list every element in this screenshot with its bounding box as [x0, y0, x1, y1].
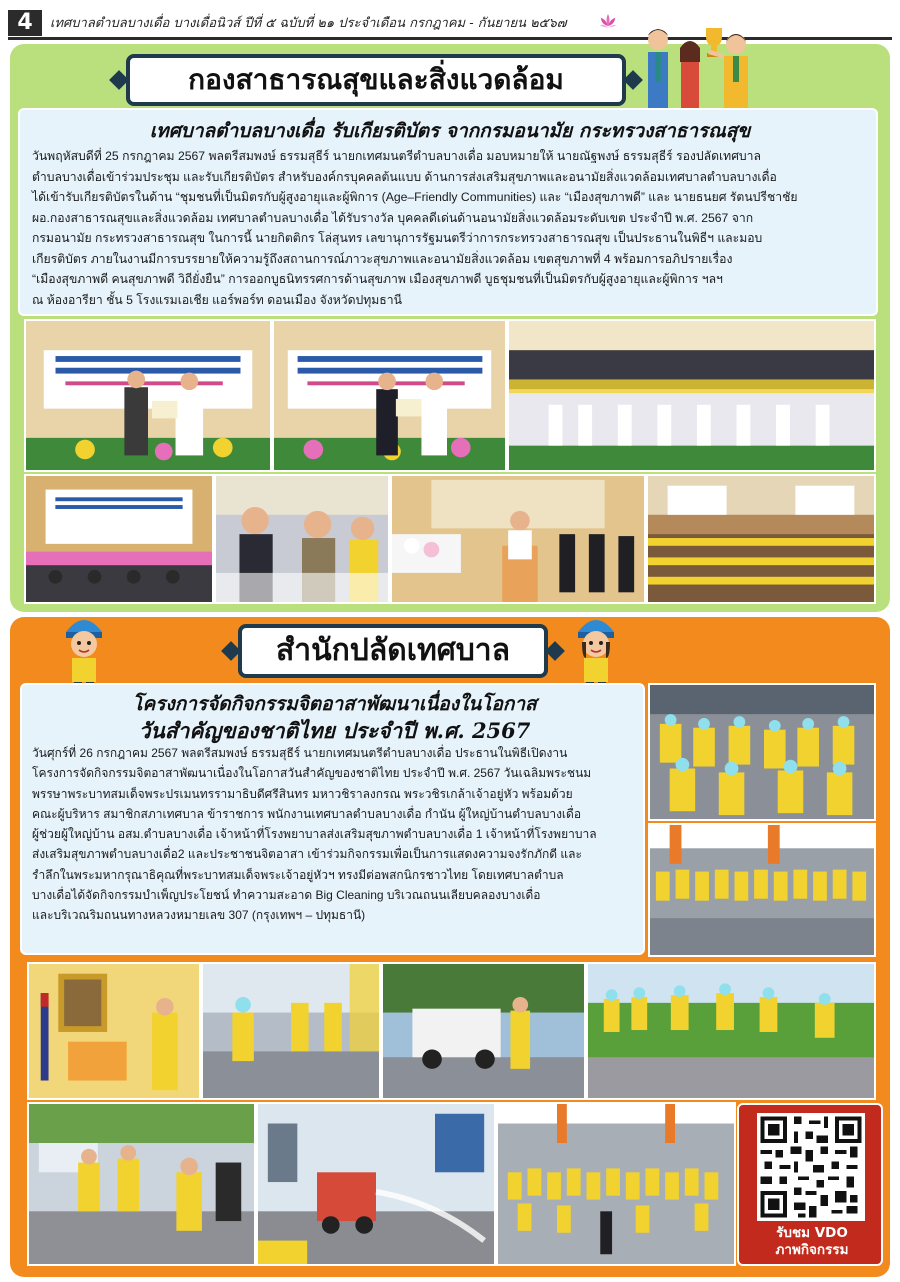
body-line: รำลึกในพระมหากรุณาธิคุณที่พระบาทสมเด็จพระเจ้าอยู่หัวฯ ทรงมีต่อพสกนิกรชาวไทย โดยเทศบาลตำบล — [32, 867, 564, 882]
health-article-body — [32, 146, 872, 310]
body-line: ณ ห้องอารียา ชั้น 5 โรงแรมเอเชีย แอร์พอร์ท ดอนเมือง จังหวัดปทุมธานี — [32, 292, 402, 307]
street-sweeping-photo — [27, 1102, 256, 1266]
volunteer-article-panel — [20, 683, 645, 955]
mascot-boy-icon — [60, 612, 108, 692]
volunteer-article-body — [32, 743, 638, 926]
speaker-photo — [390, 474, 646, 604]
publication-line: เทศบาลตำบลบางเดื่อ บางเดื่อนิวส์ ปีที่ ๕ ฉบับที่ ๒๑ ประจำเดือน กรกฎาคม - กันยายน ๒๕๖๗ — [50, 16, 567, 31]
roadside-cleanup-photo — [586, 962, 876, 1100]
health-article-headline: เทศบาลตำบลบางเดื่อ รับเกียรติบัตร จากกรมอนามัย กระทรวงสาธารณสุข — [149, 120, 751, 142]
hall-photo — [646, 474, 876, 604]
body-line: และบริเวณริมถนนทางหลวงหมายเลข 307 (กรุงเทพฯ – ปทุมธานี) — [32, 908, 366, 923]
qr-label — [739, 1225, 885, 1259]
health-article-panel — [18, 108, 878, 316]
mascot-girl-icon — [572, 612, 620, 692]
body-line: ผอ.กองสาธารณสุขและสิ่งแวดล้อม เทศบาลตำบลบางเดื่อ ได้รับรางวัล บุคคลดีเด่นด้านอนามัยสิ่งแวดล้อมระดับเขต ประจำปี พ.ศ. 2567 จาก — [32, 210, 754, 225]
section-title: กองสาธารณสุขและสิ่งแวดล้อม — [126, 54, 626, 106]
royal-portrait-photo — [27, 962, 201, 1100]
body-line: ส่งเสริมสุขภาพตำบลบางเดื่อ2 และประชาชนจิตอาสา เข้าร่วมกิจกรรมเพื่อเป็นการแสดงความจงรักภักดี และ — [32, 847, 582, 862]
qr-label-line2: ภาพกิจกรรม — [775, 1242, 849, 1258]
body-line: บางเดื่อได้จัดกิจกรรมบำเพ็ญประโยชน์ ทำความสะอาด Big Cleaning บริเวณถนนเลียบคลองบางเดื่อ — [32, 888, 541, 903]
qr-label-line1: รับชม VDO — [776, 1225, 848, 1241]
body-line: โครงการจัดกิจกรรมจิตอาสาพัฒนาเนื่องในโอกาสวันสำคัญของชาติไทย ประจำปี พ.ศ. 2567 วันเฉลิมพระชนม — [32, 766, 592, 781]
body-line: “เมืองสุขภาพดี คนสุขภาพดี วิถียั่งยืน” การออกบูธนิทรรศการด้านสุขภาพ เมืองสุขภาพดี บูธชุมชนที่เป็นมิตรกับผู้สูงอายุและผู้พิการ ฯลฯ — [32, 272, 723, 286]
assembly-photo — [496, 1102, 736, 1266]
certificate-photo — [272, 319, 507, 472]
body-line: ตำบลบางเดื่อเข้าร่วมประชุม และรับเกียรติบัตร สำหรับองค์กรบุคคลต้นแบบ ด้านการส่งเสริมสุขภาพและอนามัยสิ่งแวดล้อมเทศบาลตำบลบางเดื่อ — [32, 169, 777, 184]
body-line: ได้เข้ารับเกียรติบัตรในด้าน “ชุมชนที่เป็นมิตรกับผู้สูงอายุและผู้พิการ (Age–Friendly Communities) และ “เมืองสุขภาพดี” และ นายธนยศ รัตนปรีชาชัย — [32, 190, 798, 204]
qr-code-icon[interactable] — [757, 1113, 865, 1221]
sweeping-photo — [201, 962, 381, 1100]
volunteer-headline-line2: วันสำคัญของชาติไทย ประจำปี พ.ศ. 2567 — [138, 718, 531, 743]
page-number: 4 — [8, 10, 42, 36]
body-line: วันศุกร์ที่ 26 กรกฎาคม 2567 พลตรีสมพงษ์ ธรรมสุธีร์ นายกเทศมนตรีตำบลบางเดื่อ ประธานในพิธีเปิดงาน — [32, 746, 568, 760]
body-line: ผู้ช่วยผู้ใหญ่บ้าน อสม.ตำบลบางเดื่อ เจ้าหน้าที่โรงพยาบาลส่งเสริมสุขภาพตำบลบางเดื่อ 1 เจ้าหน้าที่โรงพยาบาล — [32, 827, 597, 842]
volunteers-photo — [648, 683, 876, 821]
section-title: สำนักปลัดเทศบาล — [238, 624, 548, 678]
volunteers-photo — [648, 823, 876, 957]
body-line: กรมอนามัย กระทรวงสาธารณสุข ในการนี้ นายกิตติกร โล่สุนทร เลขานุการรัฐมนตรีว่าการกระทรวงสาธารณสุข เป็นประธานในพิธีฯ และมอบ — [32, 231, 763, 245]
volunteer-headline-line1: โครงการจัดกิจกรรมจิตอาสาพัฒนาเนื่องในโอกาส — [132, 693, 537, 715]
lotus-icon — [598, 12, 618, 30]
body-line: เกียรติบัตร ภายในงานมีการบรรยายให้ความรู้ถึงสถานการณ์ภาวะสุขภาพและอนามัยสิ่งแวดล้อม เขตสุขภาพที่ 4 พร้อมการอภิปรายเรื่อง — [32, 251, 733, 266]
people-illustration — [636, 22, 766, 108]
qr-video-panel[interactable] — [737, 1103, 883, 1266]
group-photo — [507, 319, 876, 472]
water-truck-photo — [256, 1102, 496, 1266]
certificate-photo — [24, 319, 272, 472]
body-line: คณะผู้บริหาร สมาชิกสภาเทศบาล ข้าราชการ พนักงานเทศบาลตำบลบางเดื่อ กำนัน ผู้ใหญ่บ้านตำบลบางเดื่อ — [32, 806, 582, 821]
stage-photo — [24, 474, 214, 604]
body-line: วันพฤหัสบดีที่ 25 กรกฎาคม 2567 พลตรีสมพงษ์ ธรรมสุธีร์ นายกเทศมนตรีตำบลบางเดื่อ มอบหมายให้ นายณัฐพงษ์ ธรรมสุธีร์ รองปลัดเทศบาล — [32, 149, 761, 163]
audience-photo — [214, 474, 390, 604]
body-line: พรรษาพระบาทสมเด็จพระปรเมนทรรามาธิบดีศรีสินทร มหาวชิราลงกรณ พระวชิรเกล้าเจ้าอยู่หัว พร้อมด้วย — [32, 786, 573, 801]
truck-photo — [381, 962, 586, 1100]
